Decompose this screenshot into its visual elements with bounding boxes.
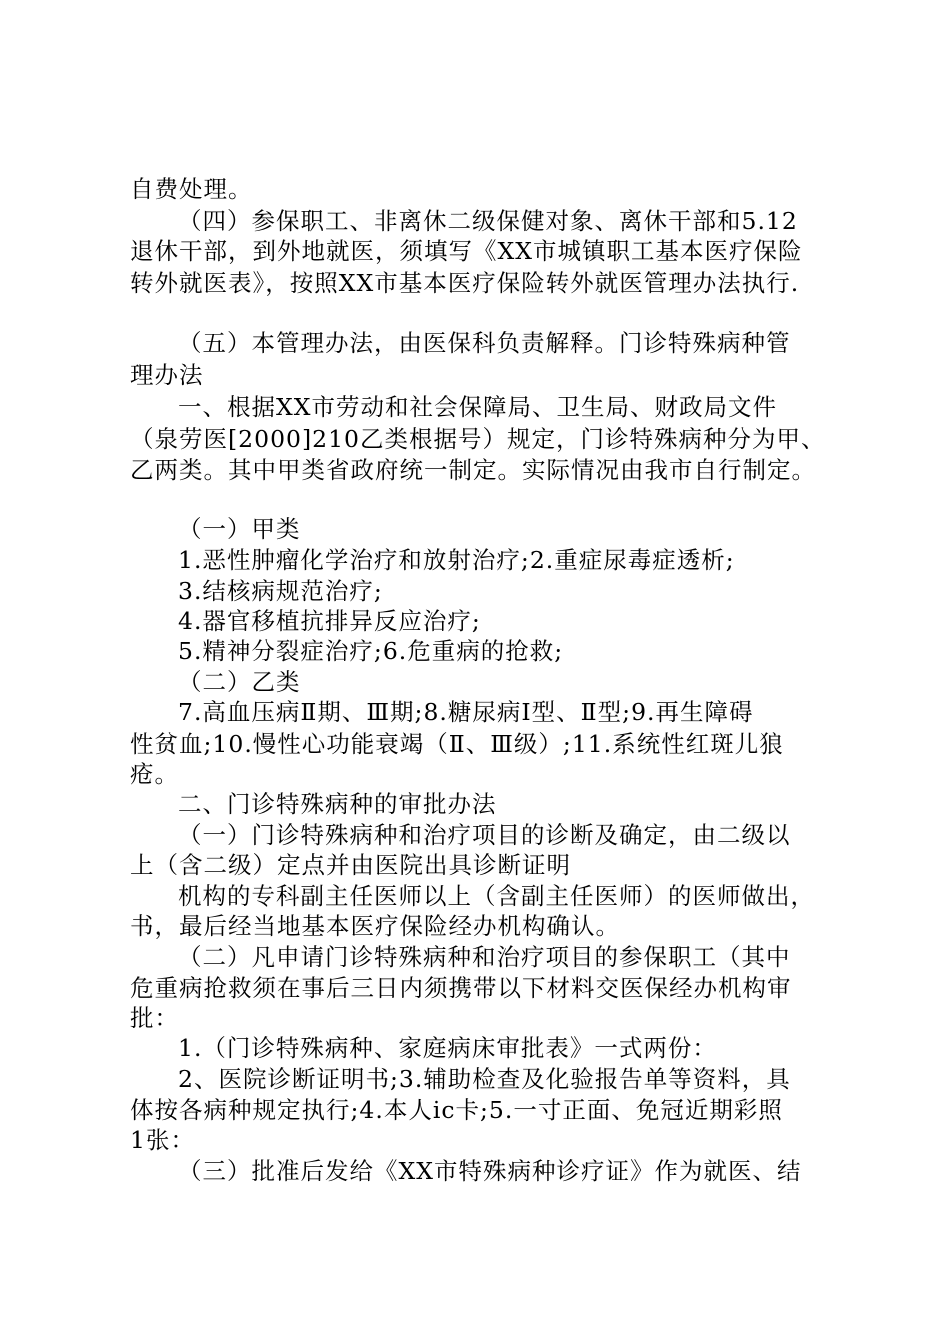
list-item: 5.精神分裂症治疗;6.危重病的抢救; <box>178 637 564 665</box>
text-line: 转外就医表》，按照XX市基本医疗保险转外就医管理办法执行. <box>130 269 800 297</box>
list-item: 7.高血压病Ⅱ期、Ⅲ期;8.糖尿病Ⅰ型、Ⅱ型;9.再生障碍 <box>178 698 754 726</box>
list-item: 疮。 <box>130 760 179 788</box>
text-line: 批： <box>130 1004 179 1032</box>
text-line: 理办法 <box>130 361 204 389</box>
text-line: 乙两类。其中甲类省政府统一制定。实际情况由我市自行制定。 <box>130 456 816 484</box>
list-item: 1.（门诊特殊病种、家庭病床审批表》一式两份： <box>178 1034 717 1062</box>
text-line: （五）本管理办法，由医保科负责解释。门诊特殊病种管 <box>178 329 791 357</box>
list-item: 1.恶性肿瘤化学治疗和放射治疗;2.重症尿毒症透析; <box>178 546 735 574</box>
text-line: 上（含二级）定点并由医院出具诊断证明 <box>130 851 571 879</box>
text-line: （四）参保职工、非离休二级保健对象、离休干部和5.12 <box>178 207 798 235</box>
text-line: （一）门诊特殊病种和治疗项目的诊断及确定，由二级以 <box>178 821 791 849</box>
list-item: 4.器官移植抗排异反应治疗; <box>178 607 481 635</box>
text-line: 书，最后经当地基本医疗保险经办机构确认。 <box>130 912 620 940</box>
text-line: （泉劳医[2000]210乙类根据号）规定，门诊特殊病种分为甲、 <box>130 425 826 453</box>
section-heading: （一）甲类 <box>178 515 301 543</box>
text-line: 机构的专科副主任医师以上（含副主任医师）的医师做出， <box>178 882 815 910</box>
list-item: 2、医院诊断证明书;3.辅助检查及化验报告单等资料，具 <box>178 1065 791 1093</box>
text-line: 退休干部，到外地就医，须填写《XX市城镇职工基本医疗保险 <box>130 237 803 265</box>
section-heading: （二）乙类 <box>178 668 301 696</box>
list-item: 3.结核病规范治疗; <box>178 577 383 605</box>
text-line: 危重病抢救须在事后三日内须携带以下材料交医保经办机构审 <box>130 974 792 1002</box>
list-item: 1张： <box>130 1126 195 1154</box>
list-item: 体按各病种规定执行;4.本人ic卡;5.一寸正面、免冠近期彩照 <box>130 1096 783 1124</box>
list-item: 性贫血;10.慢性心功能衰竭（Ⅱ、Ⅲ级）;11.系统性红斑儿狼 <box>130 730 784 758</box>
text-line: 自费处理。 <box>130 175 253 203</box>
text-line: （三）批准后发给《XX市特殊病种诊疗证》作为就医、结 <box>178 1157 802 1185</box>
section-heading: 二、门诊特殊病种的审批办法 <box>178 790 497 818</box>
text-line: 一、根据XX市劳动和社会保障局、卫生局、财政局文件 <box>178 393 777 421</box>
text-line: （二）凡申请门诊特殊病种和治疗项目的参保职工（其中 <box>178 943 791 971</box>
